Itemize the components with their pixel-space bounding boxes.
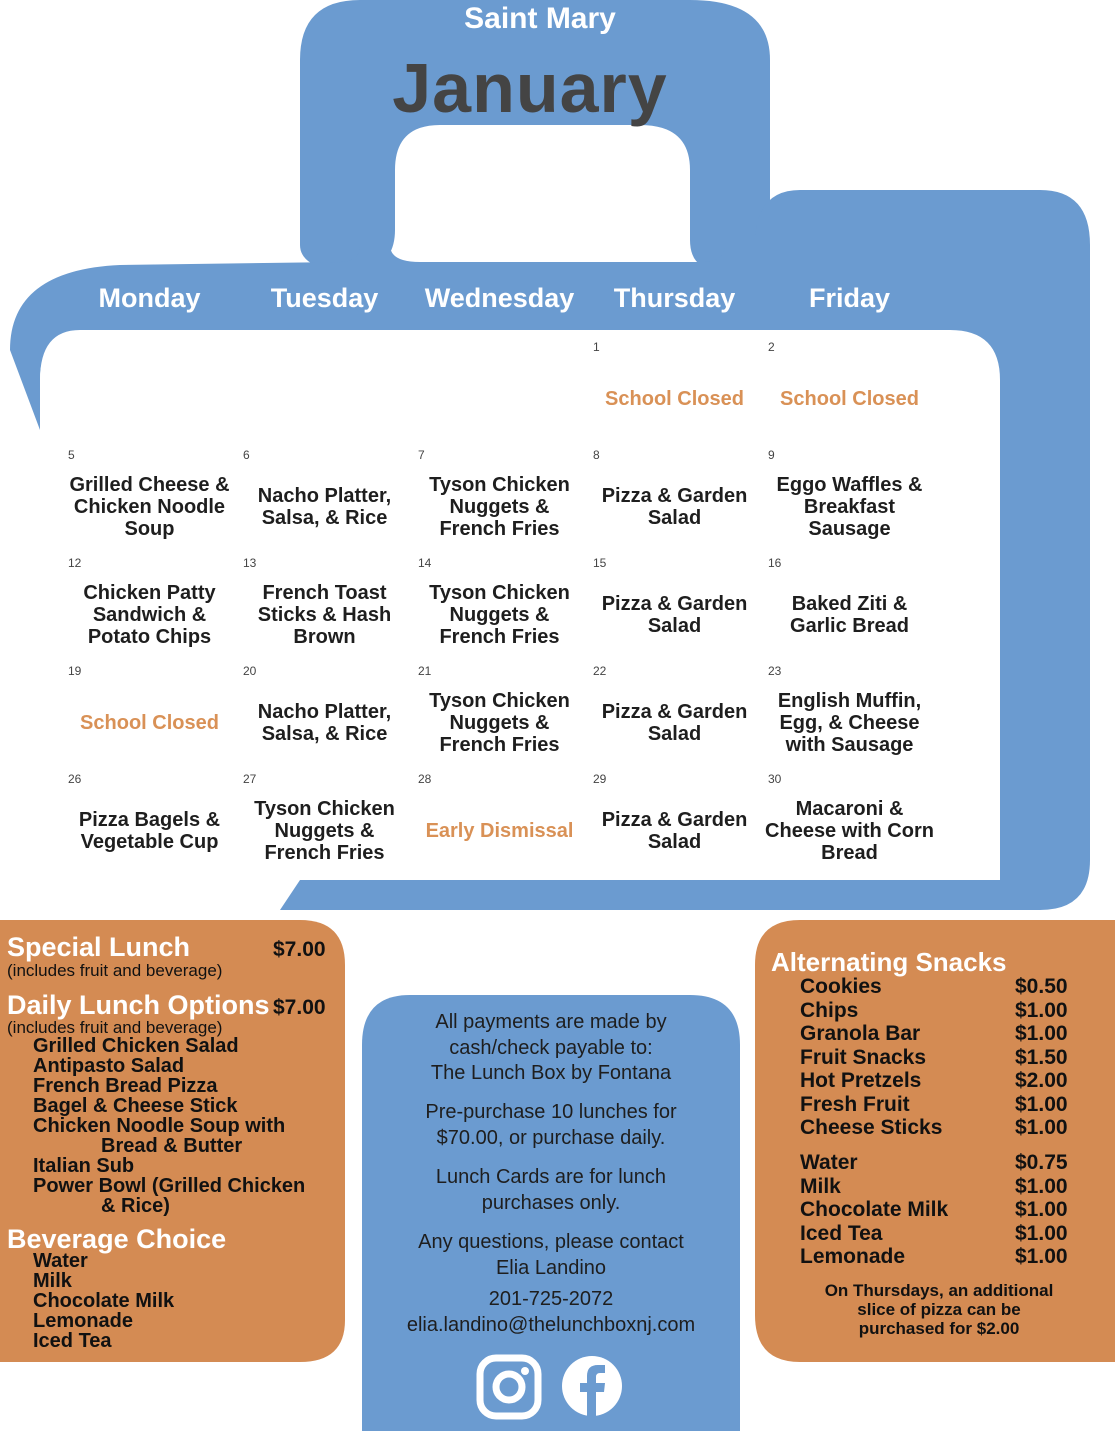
beverage-item: Lemonade (33, 1310, 134, 1332)
snack-name: Chocolate Milk (800, 1198, 949, 1221)
beverage-title: Beverage Choice (7, 1224, 227, 1254)
day-number: 6 (243, 448, 250, 462)
payment-line-1: All payments are made by (435, 1011, 667, 1033)
snack-name: Lemonade (800, 1245, 906, 1268)
daily-lunch-title: Daily Lunch Options (7, 990, 270, 1020)
closure-notice: School Closed (605, 388, 744, 410)
calendar-cell (62, 444, 237, 552)
calendar-cell (237, 552, 412, 660)
payee-name: The Lunch Box by Fontana (430, 1062, 672, 1084)
payment-line-2: cash/check payable to: (449, 1037, 653, 1059)
note-line-1: On Thursdays, an additional (824, 1281, 1054, 1300)
day-number: 29 (593, 772, 607, 786)
daily-lunch-price: $7.00 (273, 996, 326, 1019)
snack-row (800, 1022, 1080, 1046)
snack-row (800, 1093, 1080, 1117)
questions-line: Any questions, please contact (418, 1231, 684, 1253)
calendar-cell (412, 552, 587, 660)
calendar-cell (762, 768, 937, 876)
day-number: 9 (768, 448, 775, 462)
snack-row (800, 1069, 1080, 1093)
snack-row (800, 1222, 1080, 1246)
calendar-cell (587, 444, 762, 552)
weekday-tuesday: Tuesday (270, 283, 379, 313)
menu-item: Tyson Chicken Nuggets & French Fries (429, 582, 570, 648)
daily-lunch-item: Bread & Butter (101, 1135, 243, 1157)
daily-lunch-item: Grilled Chicken Salad (33, 1035, 239, 1057)
snack-name: Fresh Fruit (800, 1092, 910, 1116)
snack-row (800, 1046, 1080, 1070)
snack-price: $1.00 (1015, 1245, 1068, 1268)
snack-name: Cookies (800, 975, 882, 998)
day-number: 30 (768, 772, 782, 786)
menu-item: Pizza & Garden Salad (601, 809, 748, 853)
daily-lunch-list (33, 1036, 305, 1216)
menu-item: Tyson Chicken Nuggets & French Fries (429, 474, 570, 540)
snack-name: Water (800, 1151, 858, 1174)
closure-notice: Early Dismissal (425, 820, 574, 842)
calendar-cell (237, 336, 412, 444)
calendar-cell (412, 768, 587, 876)
contact-name: Elia Landino (495, 1257, 607, 1279)
menu-item: French Toast Sticks & Hash Brown (257, 582, 392, 648)
daily-lunch-item: Antipasto Salad (33, 1055, 185, 1077)
calendar-cell (62, 768, 237, 876)
weekday-wednesday: Wednesday (424, 283, 575, 313)
day-number: 13 (243, 556, 257, 570)
calendar-cell (412, 660, 587, 768)
calendar-cell (587, 660, 762, 768)
snack-price: $1.00 (1015, 998, 1068, 1022)
weekday-thursday: Thursday (613, 283, 736, 313)
day-number: 21 (418, 664, 432, 678)
special-lunch-title: Special Lunch (7, 932, 191, 962)
calendar-cell (762, 444, 937, 552)
daily-lunch-item: Italian Sub (33, 1155, 135, 1177)
snack-price: $0.50 (1015, 975, 1068, 998)
snack-price: $1.00 (1015, 1022, 1068, 1045)
menu-item: Nacho Platter, Salsa, & Rice (257, 485, 392, 529)
calendar-cell (587, 336, 762, 444)
prepurchase-line-1: Pre-purchase 10 lunches for (425, 1101, 677, 1123)
snack-price: $1.50 (1015, 1045, 1068, 1069)
snack-price: $1.00 (1015, 1198, 1068, 1221)
day-number: 8 (593, 448, 600, 462)
snack-price: $1.00 (1015, 1174, 1068, 1198)
snack-row (800, 1198, 1080, 1222)
cards-line-2: purchases only. (481, 1192, 621, 1214)
menu-item: Pizza Bagels & Vegetable Cup (78, 809, 221, 853)
calendar-cell (237, 660, 412, 768)
weekday-friday: Friday (808, 283, 891, 313)
menu-item: Pizza & Garden Salad (601, 593, 748, 637)
snack-row (800, 999, 1080, 1023)
day-number: 15 (593, 556, 607, 570)
snack-price: $1.00 (1015, 1092, 1068, 1116)
snack-row (800, 1245, 1080, 1269)
instagram-icon[interactable] (476, 1354, 542, 1420)
menu-item: Pizza & Garden Salad (601, 485, 748, 529)
note-line-3: purchased for $2.00 (858, 1319, 1020, 1338)
snacks-title: Alternating Snacks (771, 947, 1007, 977)
menu-item: Nacho Platter, Salsa, & Rice (257, 701, 392, 745)
day-number: 7 (418, 448, 425, 462)
snack-row (800, 1151, 1080, 1175)
snack-name: Granola Bar (800, 1022, 921, 1045)
daily-lunch-item: Chicken Noodle Soup with (33, 1115, 286, 1137)
day-number: 1 (593, 340, 600, 354)
special-lunch-note: (includes fruit and beverage) (7, 961, 223, 980)
calendar-cell (237, 768, 412, 876)
calendar-cell (237, 444, 412, 552)
calendar-cell (587, 552, 762, 660)
contact-email[interactable]: elia.landino@thelunchboxnj.com (406, 1314, 696, 1336)
snack-price: $2.00 (1015, 1069, 1068, 1092)
beverage-item: Chocolate Milk (33, 1290, 175, 1312)
day-number: 14 (418, 556, 432, 570)
snack-row (800, 975, 1080, 999)
prepurchase-line-2: $70.00, or purchase daily. (436, 1127, 666, 1149)
menu-item (62, 354, 237, 444)
menu-item: English Muffin, Egg, & Cheese with Sausage (777, 690, 922, 756)
beverage-item: Milk (33, 1270, 72, 1292)
daily-lunch-item: French Bread Pizza (33, 1075, 218, 1097)
school-name: Saint Mary (464, 2, 616, 35)
day-number: 20 (243, 664, 257, 678)
snack-name: Hot Pretzels (800, 1069, 922, 1092)
facebook-icon[interactable] (560, 1354, 624, 1418)
beverage-item: Iced Tea (33, 1330, 112, 1352)
day-number: 28 (418, 772, 432, 786)
daily-lunch-item: & Rice) (101, 1195, 170, 1217)
snack-price: $1.00 (1015, 1116, 1068, 1139)
calendar-cell (762, 336, 937, 444)
lunchbox-handle-hole (370, 125, 720, 270)
day-number: 27 (243, 772, 257, 786)
day-number: 19 (68, 664, 82, 678)
day-number: 22 (593, 664, 607, 678)
calendar-cell (412, 336, 587, 444)
closure-notice: School Closed (80, 712, 219, 734)
snack-name: Fruit Snacks (800, 1045, 927, 1069)
menu-item: Eggo Waffles & Breakfast Sausage (776, 474, 923, 540)
thursday-pizza-note (800, 1281, 1078, 1338)
snack-name: Cheese Sticks (800, 1116, 943, 1139)
calendar-cell (62, 336, 237, 444)
calendar-cell (587, 768, 762, 876)
snack-row (800, 1175, 1080, 1199)
closure-notice: School Closed (780, 388, 919, 410)
day-number: 12 (68, 556, 82, 570)
snack-price: $0.75 (1015, 1151, 1068, 1174)
day-number: 26 (68, 772, 82, 786)
beverage-item: Water (33, 1250, 88, 1272)
day-number: 2 (768, 340, 775, 354)
weekday-monday: Monday (98, 283, 201, 313)
menu-item (412, 354, 587, 444)
menu-item: Grilled Cheese & Chicken Noodle Soup (69, 474, 230, 540)
daily-lunch-item: Power Bowl (Grilled Chicken (33, 1175, 306, 1197)
snack-price: $1.00 (1015, 1221, 1068, 1245)
menu-item: Tyson Chicken Nuggets & French Fries (429, 690, 570, 756)
snack-name: Chips (800, 998, 859, 1022)
calendar-cell (62, 552, 237, 660)
beverage-list (33, 1251, 174, 1351)
daily-lunch-note: (includes fruit and beverage) (7, 1018, 223, 1037)
calendar-cell (762, 552, 937, 660)
calendar-cell (62, 660, 237, 768)
contact-phone: 201-725-2072 (488, 1288, 614, 1310)
day-number: 16 (768, 556, 782, 570)
menu-item (237, 354, 412, 444)
menu-item: Baked Ziti & Garlic Bread (790, 593, 909, 637)
snack-row (800, 1116, 1080, 1140)
day-number: 23 (768, 664, 782, 678)
special-lunch-price: $7.00 (273, 938, 326, 961)
snack-name: Iced Tea (800, 1221, 883, 1245)
daily-lunch-item: Bagel & Cheese Stick (33, 1095, 238, 1117)
month-title: January (392, 49, 668, 127)
menu-item: Tyson Chicken Nuggets & French Fries (254, 798, 395, 864)
note-line-2: slice of pizza can be (857, 1300, 1021, 1319)
snack-name: Milk (800, 1174, 841, 1198)
calendar-cell (412, 444, 587, 552)
menu-item: Chicken Patty Sandwich & Potato Chips (83, 582, 216, 648)
cards-line-1: Lunch Cards are for lunch (435, 1166, 667, 1188)
menu-item: Macaroni & Cheese with Corn Bread (765, 798, 934, 864)
calendar-cell (762, 660, 937, 768)
day-number: 5 (68, 448, 75, 462)
menu-item: Pizza & Garden Salad (601, 701, 748, 745)
